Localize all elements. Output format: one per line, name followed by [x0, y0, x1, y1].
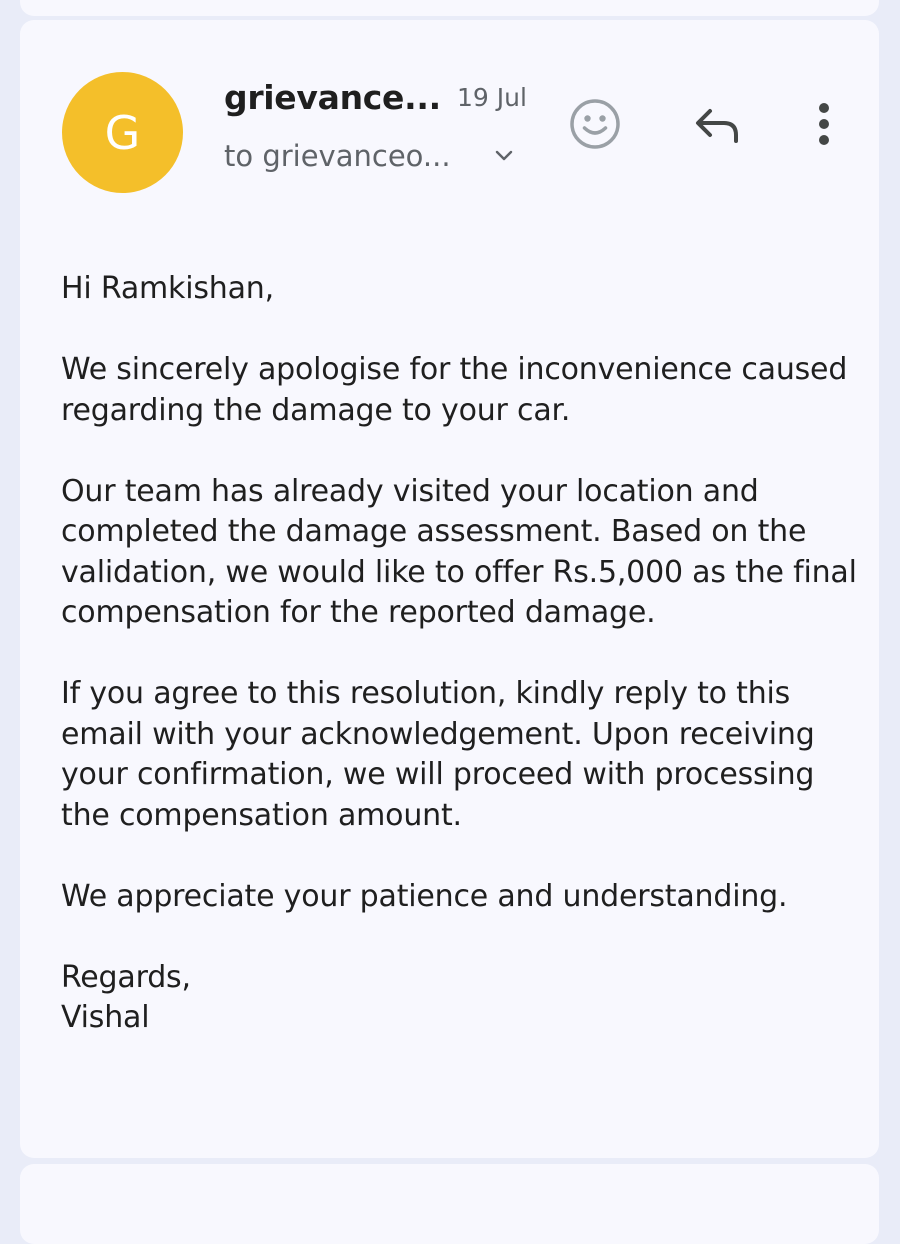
signoff: Regards, [61, 959, 191, 995]
chevron-down-icon[interactable] [492, 144, 516, 168]
reply-icon [693, 104, 743, 148]
greeting: Hi Ramkishan, [61, 271, 274, 306]
more-options-button[interactable] [802, 94, 846, 154]
body-paragraph: We appreciate your patience and understanding. [61, 878, 788, 914]
reply-button[interactable] [688, 98, 748, 154]
avatar-letter: G [104, 105, 141, 160]
sender-name[interactable]: grievance... [224, 78, 441, 117]
sender-avatar[interactable] [62, 72, 183, 193]
message-date: 19 Jul [457, 83, 527, 112]
body-paragraph: If you agree to this resolution, kindly reply to this email with your acknowledgement. Upon receiving your confirmation, we will proceed with processing the compensation amount. [61, 676, 815, 833]
message-body [61, 269, 861, 1039]
previous-message-card [20, 0, 879, 16]
signature: Vishal [61, 1000, 150, 1035]
add-reaction-button[interactable] [565, 94, 625, 154]
emoji-reaction-icon [568, 97, 622, 151]
email-message-card [20, 20, 879, 1158]
next-message-card [20, 1164, 879, 1244]
recipient-line[interactable]: to grievanceo... [224, 139, 451, 173]
body-paragraph: Our team has already visited your location and completed the damage assessment. Based on the validation, we would like to offer Rs.5,000 as the final compensation for the reported damage. [61, 473, 857, 630]
body-paragraph: We sincerely apologise for the inconvenience caused regarding the damage to your car. [61, 352, 848, 428]
more-vertical-icon [816, 100, 832, 148]
